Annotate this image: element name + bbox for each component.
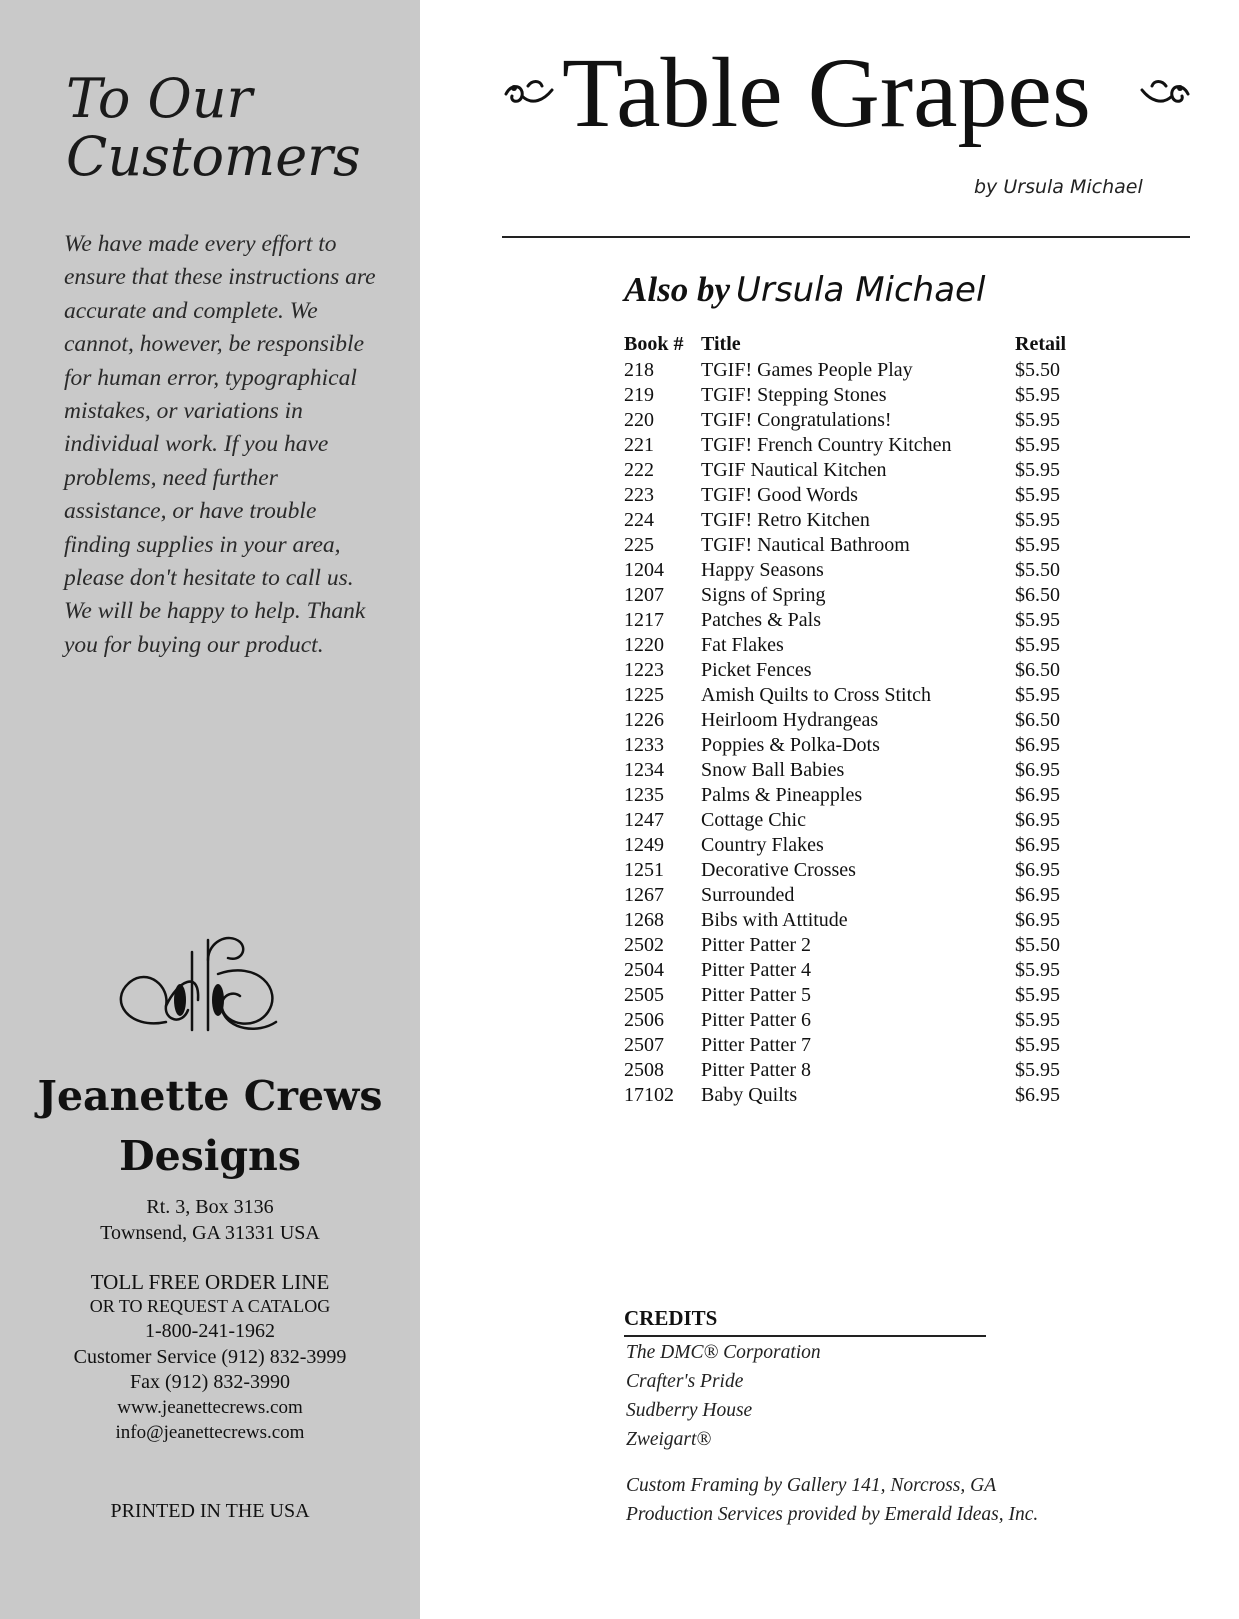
book-number-cell: 220 bbox=[624, 409, 654, 431]
book-title-cell: Pitter Patter 8 bbox=[701, 1059, 811, 1081]
book-title-cell: Surrounded bbox=[701, 884, 795, 906]
book-price-cell: $5.95 bbox=[1015, 959, 1060, 981]
book-title-cell: Signs of Spring bbox=[701, 584, 826, 606]
sidebar-title: To Our Customers bbox=[66, 67, 361, 188]
table-row bbox=[624, 1008, 1085, 1033]
book-number-cell: 225 bbox=[624, 534, 654, 556]
table-row bbox=[624, 383, 1085, 408]
table-row bbox=[624, 1058, 1085, 1083]
book-title-cell: TGIF! Stepping Stones bbox=[701, 384, 887, 406]
byline: by Ursula Michael bbox=[974, 176, 1143, 198]
book-number-cell: 1247 bbox=[624, 809, 664, 831]
company-logo bbox=[108, 930, 288, 1050]
table-row bbox=[624, 583, 1085, 608]
table-header-row bbox=[624, 330, 1085, 358]
book-title-cell: Poppies & Polka-Dots bbox=[701, 734, 880, 756]
book-price-cell: $5.95 bbox=[1015, 459, 1060, 481]
book-price-cell: $6.50 bbox=[1015, 709, 1060, 731]
page-title: Table Grapes bbox=[562, 37, 1091, 148]
toll-free-phone: 1-800-241-1962 bbox=[145, 1320, 275, 1342]
book-title-cell: Baby Quilts bbox=[701, 1084, 798, 1106]
credit-framing: Custom Framing by Gallery 141, Norcross, GA bbox=[626, 1475, 997, 1496]
book-number-cell: 2502 bbox=[624, 934, 664, 956]
book-title-cell: Pitter Patter 7 bbox=[701, 1034, 811, 1056]
book-number-cell: 221 bbox=[624, 434, 654, 456]
book-price-cell: $6.95 bbox=[1015, 1084, 1060, 1106]
books-table bbox=[624, 330, 1085, 1108]
book-title-cell: Decorative Crosses bbox=[701, 859, 856, 881]
book-number-cell: 2508 bbox=[624, 1059, 664, 1081]
book-price-cell: $6.95 bbox=[1015, 784, 1060, 806]
table-row bbox=[624, 483, 1085, 508]
table-row bbox=[624, 708, 1085, 733]
credit-production: Production Services provided by Emerald Ideas, Inc. bbox=[626, 1504, 1039, 1525]
table-row bbox=[624, 658, 1085, 683]
book-number-cell: 2504 bbox=[624, 959, 664, 981]
flourish-left-icon bbox=[502, 76, 554, 112]
book-price-cell: $6.95 bbox=[1015, 759, 1060, 781]
book-title-cell: Country Flakes bbox=[701, 834, 824, 856]
column-header-book-number: Book # bbox=[624, 333, 684, 355]
book-title-cell: Pitter Patter 4 bbox=[701, 959, 811, 981]
table-row bbox=[624, 833, 1085, 858]
book-price-cell: $6.50 bbox=[1015, 584, 1060, 606]
table-row bbox=[624, 758, 1085, 783]
book-number-cell: 2505 bbox=[624, 984, 664, 1006]
credits-heading: CREDITS bbox=[624, 1306, 718, 1330]
column-header-title: Title bbox=[701, 333, 741, 355]
book-number-cell: 1217 bbox=[624, 609, 664, 631]
book-title-cell: Amish Quilts to Cross Stitch bbox=[701, 684, 932, 706]
book-title-cell: TGIF! Retro Kitchen bbox=[701, 509, 870, 531]
divider-rule bbox=[502, 236, 1190, 238]
book-price-cell: $5.95 bbox=[1015, 384, 1060, 406]
book-number-cell: 1204 bbox=[624, 559, 664, 581]
book-number-cell: 223 bbox=[624, 484, 654, 506]
book-title-cell: Snow Ball Babies bbox=[701, 759, 845, 781]
book-number-cell: 1207 bbox=[624, 584, 664, 606]
book-number-cell: 218 bbox=[624, 359, 654, 381]
table-row bbox=[624, 808, 1085, 833]
book-price-cell: $5.50 bbox=[1015, 934, 1060, 956]
book-price-cell: $6.95 bbox=[1015, 859, 1060, 881]
book-price-cell: $5.95 bbox=[1015, 684, 1060, 706]
book-number-cell: 1223 bbox=[624, 659, 664, 681]
fax-number: Fax (912) 832-3990 bbox=[130, 1371, 290, 1393]
book-title-cell: TGIF! French Country Kitchen bbox=[701, 434, 952, 456]
sidebar bbox=[0, 0, 420, 1619]
book-price-cell: $5.95 bbox=[1015, 534, 1060, 556]
credit-item: Crafter's Pride bbox=[626, 1371, 744, 1392]
book-price-cell: $6.95 bbox=[1015, 734, 1060, 756]
book-price-cell: $6.95 bbox=[1015, 834, 1060, 856]
book-number-cell: 224 bbox=[624, 509, 654, 531]
book-title-cell: TGIF Nautical Kitchen bbox=[701, 459, 887, 481]
table-row bbox=[624, 608, 1085, 633]
credit-item: Sudberry House bbox=[626, 1400, 753, 1421]
book-price-cell: $5.95 bbox=[1015, 609, 1060, 631]
printed-in-usa: PRINTED IN THE USA bbox=[110, 1500, 310, 1522]
book-price-cell: $5.95 bbox=[1015, 634, 1060, 656]
book-title-cell: Cottage Chic bbox=[701, 809, 806, 831]
book-number-cell: 1225 bbox=[624, 684, 664, 706]
also-by-label: Also by bbox=[624, 270, 730, 309]
table-row bbox=[624, 883, 1085, 908]
book-title-cell: Patches & Pals bbox=[701, 609, 821, 631]
book-number-cell: 1251 bbox=[624, 859, 664, 881]
book-price-cell: $5.95 bbox=[1015, 1009, 1060, 1031]
book-number-cell: 2506 bbox=[624, 1009, 664, 1031]
table-row bbox=[624, 1083, 1085, 1108]
book-price-cell: $5.95 bbox=[1015, 484, 1060, 506]
book-number-cell: 219 bbox=[624, 384, 654, 406]
catalog-request-label: OR TO REQUEST A CATALOG bbox=[89, 1296, 331, 1316]
book-price-cell: $5.50 bbox=[1015, 359, 1060, 381]
table-row bbox=[624, 533, 1085, 558]
table-row bbox=[624, 858, 1085, 883]
book-title-cell: TGIF! Nautical Bathroom bbox=[701, 534, 910, 556]
book-price-cell: $5.95 bbox=[1015, 984, 1060, 1006]
book-number-cell: 2507 bbox=[624, 1034, 664, 1056]
book-price-cell: $5.95 bbox=[1015, 509, 1060, 531]
books-table-body bbox=[624, 358, 1085, 1108]
book-price-cell: $6.95 bbox=[1015, 884, 1060, 906]
book-price-cell: $5.95 bbox=[1015, 1059, 1060, 1081]
book-price-cell: $6.95 bbox=[1015, 809, 1060, 831]
table-row bbox=[624, 983, 1085, 1008]
book-title-cell: TGIF! Congratulations! bbox=[701, 409, 892, 431]
book-price-cell: $6.95 bbox=[1015, 909, 1060, 931]
flourish-right-icon bbox=[1140, 76, 1192, 112]
credit-item: Zweigart® bbox=[626, 1429, 712, 1450]
book-title-cell: Pitter Patter 6 bbox=[701, 1009, 811, 1031]
book-title-cell: TGIF! Good Words bbox=[701, 484, 858, 506]
table-row bbox=[624, 908, 1085, 933]
table-row bbox=[624, 433, 1085, 458]
book-price-cell: $6.50 bbox=[1015, 659, 1060, 681]
book-number-cell: 222 bbox=[624, 459, 654, 481]
book-number-cell: 1234 bbox=[624, 759, 664, 781]
brand-name-designs: Designs bbox=[119, 1132, 301, 1180]
also-by-heading bbox=[624, 270, 985, 310]
book-number-cell: 1233 bbox=[624, 734, 664, 756]
table-row bbox=[624, 358, 1085, 383]
email-link[interactable]: info@jeanettecrews.com bbox=[115, 1422, 305, 1443]
credits-divider bbox=[624, 1335, 986, 1337]
book-number-cell: 1235 bbox=[624, 784, 664, 806]
book-title-cell: Bibs with Attitude bbox=[701, 909, 848, 931]
book-number-cell: 1268 bbox=[624, 909, 664, 931]
book-title-cell: Heirloom Hydrangeas bbox=[701, 709, 879, 731]
customer-message: We have made every effort to ensure that these instructions are accurate and complete. We cannot, however, be responsible for human error, typographical mistakes, or variations in individual work. If you have problems, need further assistance, or have trouble finding supplies in your area, please don't hesitate to call us. We will be happy to help. Thank you for buying our product. bbox=[64, 231, 376, 658]
table-row bbox=[624, 558, 1085, 583]
book-title-cell: TGIF! Games People Play bbox=[701, 359, 913, 381]
table-row bbox=[624, 958, 1085, 983]
table-row bbox=[624, 508, 1085, 533]
brand-name: Jeanette Crews bbox=[37, 1072, 383, 1120]
book-price-cell: $5.95 bbox=[1015, 1034, 1060, 1056]
customer-service-phone: Customer Service (912) 832-3999 bbox=[73, 1346, 347, 1368]
table-row bbox=[624, 458, 1085, 483]
table-row bbox=[624, 733, 1085, 758]
toll-free-label: TOLL FREE ORDER LINE bbox=[90, 1270, 330, 1294]
table-row bbox=[624, 633, 1085, 658]
table-row bbox=[624, 783, 1085, 808]
book-number-cell: 1226 bbox=[624, 709, 664, 731]
credit-item: The DMC® Corporation bbox=[626, 1342, 821, 1363]
book-number-cell: 1267 bbox=[624, 884, 664, 906]
address-line-1: Rt. 3, Box 3136 bbox=[146, 1196, 274, 1218]
website-link[interactable]: www.jeanettecrews.com bbox=[117, 1397, 303, 1418]
table-row bbox=[624, 683, 1085, 708]
table-row bbox=[624, 933, 1085, 958]
book-price-cell: $5.95 bbox=[1015, 409, 1060, 431]
book-price-cell: $5.50 bbox=[1015, 559, 1060, 581]
book-title-cell: Pitter Patter 5 bbox=[701, 984, 811, 1006]
book-title-cell: Palms & Pineapples bbox=[701, 784, 863, 806]
table-row bbox=[624, 408, 1085, 433]
book-number-cell: 17102 bbox=[624, 1084, 674, 1106]
book-number-cell: 1220 bbox=[624, 634, 664, 656]
address-line-2: Townsend, GA 31331 USA bbox=[100, 1222, 320, 1244]
book-number-cell: 1249 bbox=[624, 834, 664, 856]
table-row bbox=[624, 1033, 1085, 1058]
book-title-cell: Pitter Patter 2 bbox=[701, 934, 811, 956]
book-title-cell: Fat Flakes bbox=[701, 634, 784, 656]
also-by-author: Ursula Michael bbox=[735, 270, 986, 310]
column-header-retail: Retail bbox=[1015, 333, 1067, 355]
book-price-cell: $5.95 bbox=[1015, 434, 1060, 456]
book-title-cell: Picket Fences bbox=[701, 659, 812, 681]
book-title-cell: Happy Seasons bbox=[701, 559, 824, 581]
